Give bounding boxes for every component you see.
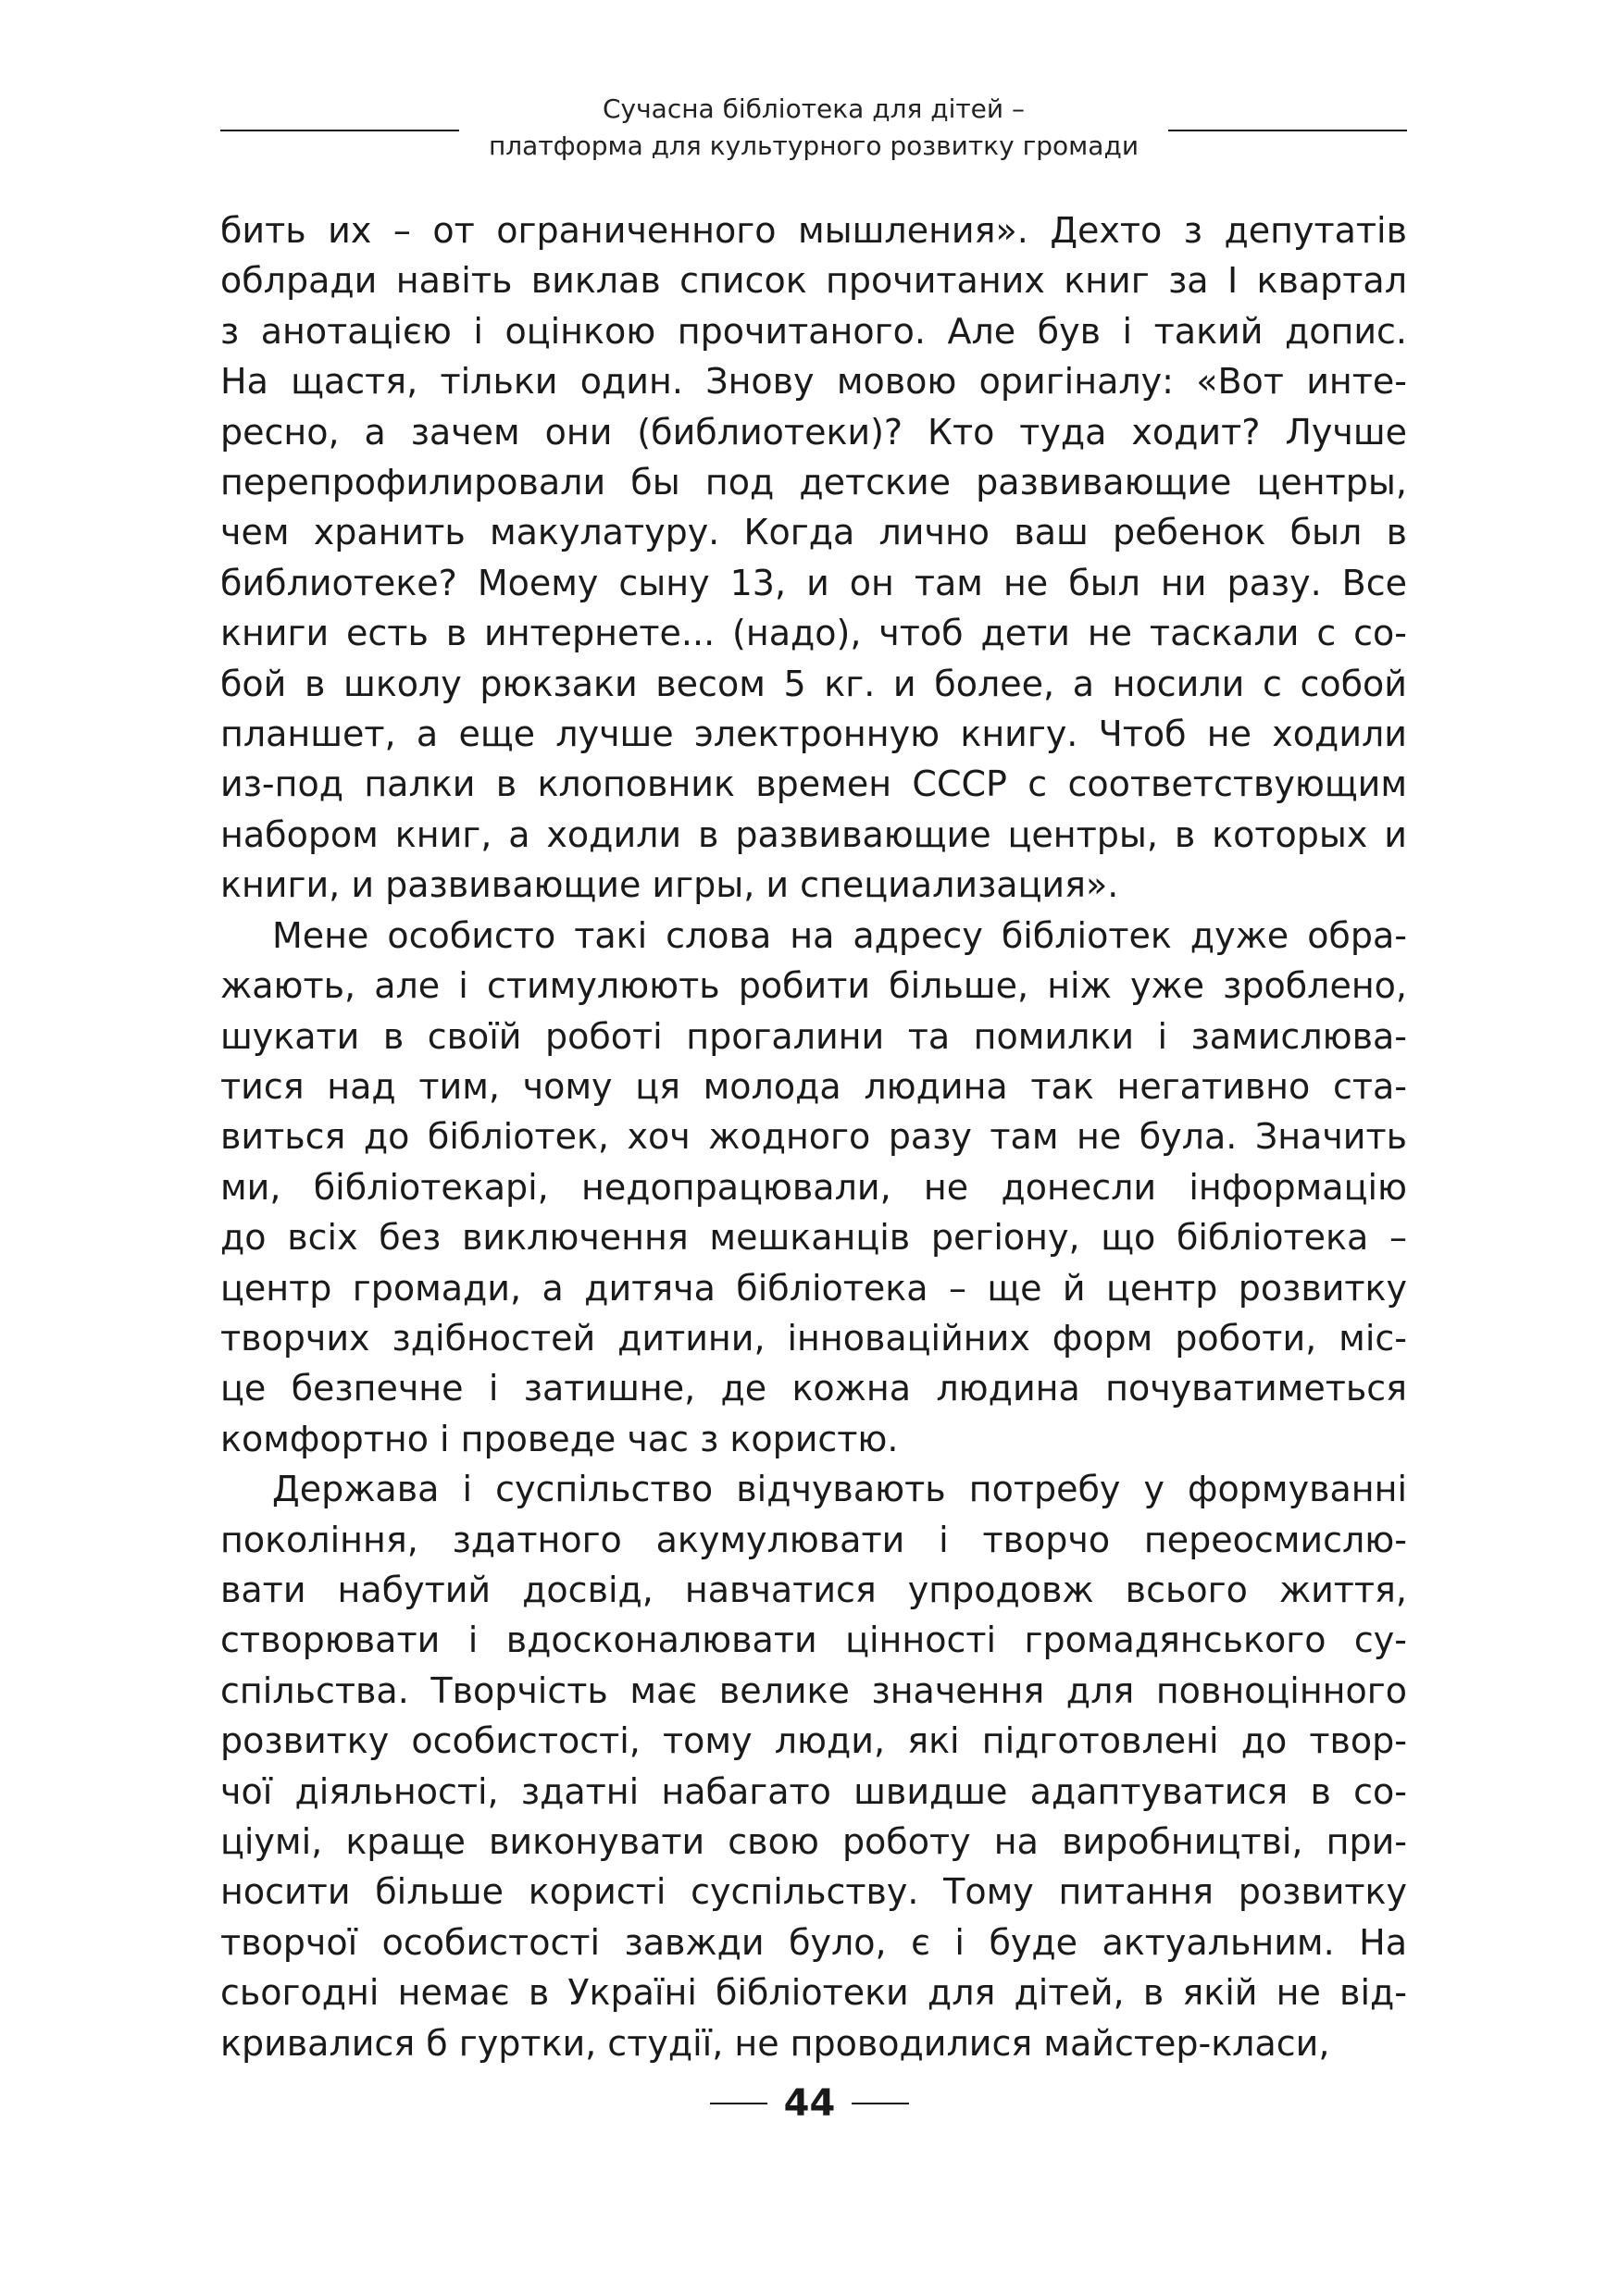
paragraph	[220, 911, 1407, 1464]
page-number-rule-left	[710, 2103, 767, 2104]
text-line: з анотацією і оцінкою прочитаного. Але був і такий допис.	[220, 310, 1407, 352]
header-title-line-2: платформа для культурного розвитку громади	[488, 130, 1140, 161]
text-line: виться до бібліотек, хоч жодного разу там не була. Значить	[220, 1116, 1407, 1158]
text-line: из-под палки в клоповник времен СССР с соответствующим	[220, 763, 1407, 805]
running-header	[220, 91, 1407, 174]
text-line: Держава і суспільство відчувають потребу у формуванні	[272, 1469, 1407, 1510]
text-line: створювати і вдосконалювати цінності громадянського су-	[220, 1620, 1407, 1661]
text-line: чої діяльності, здатні набагато швидше адаптуватися в со-	[220, 1770, 1407, 1812]
text-line: Мене особисто такі слова на адресу бібліотек дуже обра-	[272, 914, 1407, 956]
page-number-rule-right	[852, 2103, 909, 2104]
text-line: до всіх без виключення мешканців регіону, що бібліотека –	[220, 1217, 1407, 1259]
text-line: бой в школу рюкзаки весом 5 кг. и более, а носили с собой	[220, 663, 1407, 704]
text-line: спільства. Творчість має велике значення для повноцінного	[220, 1669, 1407, 1711]
text-line: комфортно і проведе час з користю.	[220, 1418, 899, 1459]
text-line: розвитку особистості, тому люди, які підготовлені до твор-	[220, 1720, 1407, 1762]
text-line: книги есть в интернете... (надо), чтоб дети не таскали с со-	[220, 613, 1407, 654]
text-line: библиотеке? Моему сыну 13, и он там не был ни разу. Все	[220, 562, 1407, 603]
text-line: це безпечне і затишне, де кожна людина почуватиметься	[220, 1368, 1407, 1409]
text-line: ресно, а зачем они (библиотеки)? Кто туда ходит? Лучше	[220, 411, 1407, 453]
text-line: облради навіть виклав список прочитаних книг за І квартал	[220, 260, 1407, 302]
page-footer	[0, 2080, 1619, 2127]
header-title	[459, 91, 1168, 165]
text-line: На щастя, тільки один. Знову мовою оригіналу: «Вот инте-	[220, 361, 1407, 403]
text-line: покоління, здатного акумулювати і творчо переосмислю-	[220, 1519, 1407, 1560]
text-line: тися над тим, чому ця молода людина так негативно ста-	[220, 1065, 1407, 1107]
text-line: бить их – от ограниченного мышления». Дехто з депутатів	[220, 210, 1407, 251]
text-line: шукати в своїй роботі прогалини та помилки і замислюва-	[220, 1015, 1407, 1057]
text-line: вати набутий досвід, навчатися упродовж всього життя,	[220, 1569, 1407, 1610]
text-line: сьогодні немає в Україні бібліотеки для дітей, в якій не від-	[220, 1972, 1407, 2014]
text-line: книги, и развивающие игры, и специализация».	[220, 864, 1119, 906]
paragraph	[220, 205, 1407, 911]
text-line: кривалися б гуртки, студії, не проводилися майстер-класи,	[220, 2022, 1330, 2064]
text-line: ми, бібліотекарі, недопрацювали, не донесли інформацію	[220, 1166, 1407, 1208]
header-rule-left	[220, 130, 459, 131]
text-line: центр громади, а дитяча бібліотека – ще й центр розвитку	[220, 1267, 1407, 1309]
text-line: жають, але і стимулюють робити більше, ніж уже зроблено,	[220, 965, 1407, 1007]
header-rule-right	[1168, 130, 1407, 131]
text-line: планшет, а еще лучше электронную книгу. Чтоб не ходили	[220, 714, 1407, 755]
text-line: ціумі, краще виконувати свою роботу на виробництві, при-	[220, 1821, 1407, 1862]
text-line: носити більше користі суспільству. Тому питання розвитку	[220, 1871, 1407, 1913]
text-line: творчих здібностей дитини, інноваційних форм роботи, міс-	[220, 1317, 1407, 1359]
page-number-group	[710, 2080, 910, 2127]
header-title-line-1: Сучасна бібліотека для дітей –	[603, 93, 1025, 124]
text-line: чем хранить макулатуру. Когда лично ваш ребенок был в	[220, 512, 1407, 553]
body-text	[220, 205, 1407, 2068]
text-line: творчої особистості завжди було, є і буде актуальним. На	[220, 1921, 1407, 1963]
text-line: перепрофилировали бы под детские развивающие центры,	[220, 462, 1407, 503]
paragraph	[220, 1464, 1407, 2068]
text-line: набором книг, а ходили в развивающие центры, в которых и	[220, 813, 1407, 855]
page-number: 44	[783, 2082, 836, 2125]
